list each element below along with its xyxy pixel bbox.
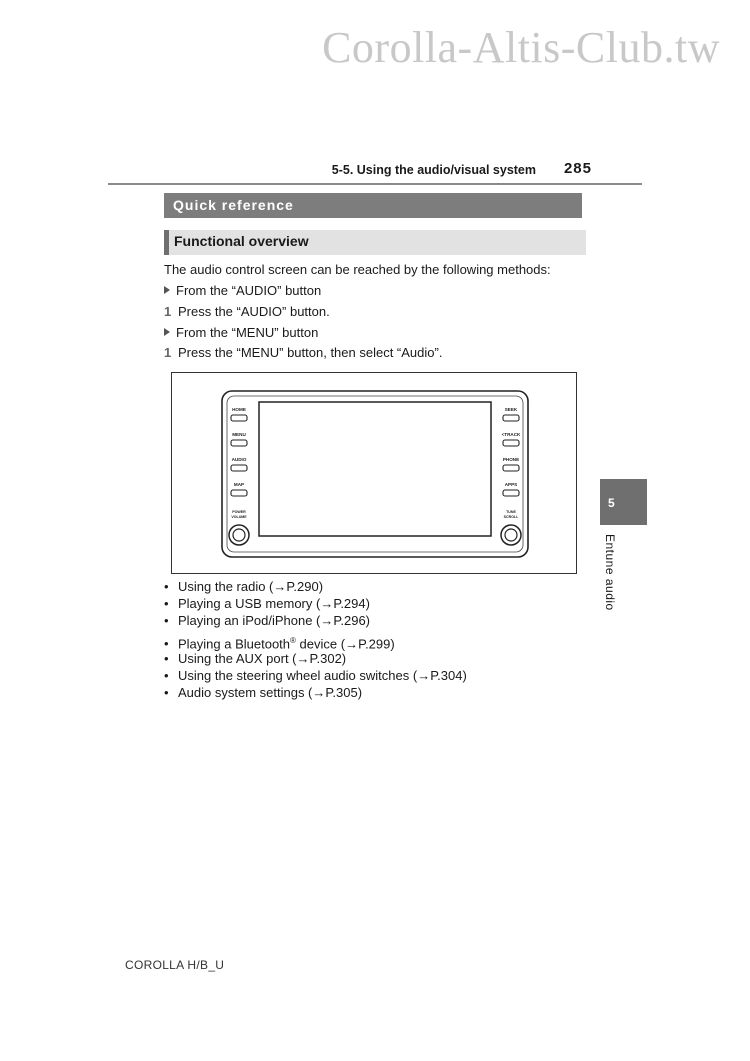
audio-unit-figure bbox=[171, 372, 577, 574]
unit-hard-button bbox=[231, 490, 247, 496]
unit-button-label: <TRACK bbox=[501, 432, 521, 437]
method-title: From the “MENU” button bbox=[164, 325, 318, 341]
unit-hard-button bbox=[231, 465, 247, 471]
triangle-bullet-icon bbox=[164, 328, 170, 336]
unit-button-label: MAP bbox=[233, 482, 245, 487]
unit-hard-button bbox=[503, 440, 519, 446]
method-step: 1 Press the “AUDIO” button. bbox=[164, 304, 330, 319]
method-title: From the “AUDIO” button bbox=[164, 283, 321, 299]
functional-overview-heading: Functional overview bbox=[164, 230, 586, 255]
unit-hard-button bbox=[503, 465, 519, 471]
list-item: • Using the steering wheel audio switches (→P.304) bbox=[164, 667, 467, 683]
method-step: 1 Press the “MENU” button, then select “Audio”. bbox=[164, 345, 443, 360]
knob-inner bbox=[233, 529, 245, 541]
unit-button-label: SEEK bbox=[504, 407, 518, 412]
unit-button-label: PHONE bbox=[502, 457, 520, 462]
list-item: • Playing a Bluetooth® device (→P.299) bbox=[164, 635, 395, 651]
unit-hard-button bbox=[503, 415, 519, 421]
feature-list bbox=[164, 578, 467, 701]
list-item: • Using the AUX port (→P.302) bbox=[164, 650, 347, 666]
unit-button-label: HOME bbox=[232, 407, 246, 412]
quick-reference-heading: Quick reference bbox=[164, 193, 582, 218]
unit-button-label: TUNE bbox=[506, 510, 516, 514]
audio-unit-illustration bbox=[172, 373, 575, 572]
unit-button-label: MENU bbox=[232, 432, 246, 437]
unit-hard-button bbox=[231, 440, 247, 446]
chapter-tab: 5 bbox=[600, 479, 647, 525]
triangle-bullet-icon bbox=[164, 286, 170, 294]
unit-hard-button bbox=[231, 415, 247, 421]
footer-model: COROLLA H/B_U bbox=[125, 958, 225, 972]
chapter-label: Entune audio bbox=[603, 534, 617, 611]
list-item: • Playing a USB memory (→P.294) bbox=[164, 596, 370, 612]
unit-button-label: AUDIO bbox=[231, 457, 247, 462]
watermark: Corolla-Altis-Club.tw bbox=[322, 23, 720, 72]
unit-button-label: POWER bbox=[232, 510, 246, 514]
unit-hard-button bbox=[503, 490, 519, 496]
knob-inner bbox=[505, 529, 517, 541]
touch-screen bbox=[259, 402, 491, 536]
list-item: • Using the radio (→P.290) bbox=[164, 579, 324, 594]
list-item: • Playing an iPod/iPhone (→P.296) bbox=[164, 613, 371, 629]
section-title: 5-5. Using the audio/visual system bbox=[331, 163, 536, 177]
list-item: • Audio system settings (→P.305) bbox=[164, 684, 363, 700]
intro-text: The audio control screen can be reached by the following methods: bbox=[164, 262, 551, 277]
unit-button-label: APPS bbox=[504, 482, 518, 487]
header-rule bbox=[108, 183, 642, 185]
unit-button-label: VOLUME bbox=[231, 515, 247, 519]
unit-button-label: SCROLL bbox=[503, 515, 519, 519]
page-number: 285 bbox=[563, 160, 592, 177]
